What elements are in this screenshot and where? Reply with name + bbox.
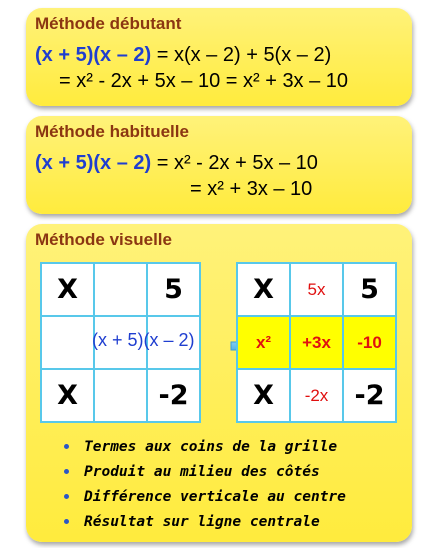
card-methode-habituelle [26,116,412,214]
bullet-dot-icon [64,469,69,474]
grid-cell-bottom-mid [94,369,147,422]
grid-corner-top-left: X [41,263,94,316]
grid-cell-mid-right: -10 [343,316,396,369]
equation-line-2: = x² + 3x – 10 [190,178,313,200]
card-methode-visuelle [26,224,412,542]
list-item [62,509,346,534]
card-title: Méthode habituelle [35,122,189,141]
card-methode-debutant [26,8,412,106]
list-item [62,484,346,509]
card-title: Méthode visuelle [35,230,172,249]
grid-cell-mid-center: +3x [290,316,343,369]
list-item [62,459,346,484]
grid-corner-top-right: 5 [343,263,396,316]
grid-corner-top-left: X [237,263,290,316]
grid-corner-bottom-left: X [41,369,94,422]
equation-line-1 [35,152,318,175]
card-title: Méthode débutant [35,14,182,33]
bullet-list [62,434,346,534]
grid-cell-mid-left [41,316,94,369]
grid-cell-mid-left: x² [237,316,290,369]
list-item-text: Produit au milieu des côtés [84,463,320,480]
grid-cell-top-mid [94,263,147,316]
product-expression: (x + 5)(x – 2) [35,44,152,66]
list-item-text: Différence verticale au centre [84,488,346,505]
grid-corner-bottom-left: X [237,369,290,422]
equation-line-2: = x² - 2x + 5x – 10 = x² + 3x – 10 [59,70,349,92]
equation-line-1 [35,44,331,67]
list-item [62,434,346,459]
bullet-dot-icon [64,494,69,499]
right-grid [236,262,397,423]
grid-cell-bottom-mid: -2x [290,369,343,422]
equation-rest: = x(x – 2) + 5(x – 2) [151,44,332,66]
grid-cell-top-mid: 5x [290,263,343,316]
bullet-dot-icon [64,444,69,449]
list-item-text: Termes aux coins de la grille [84,438,338,455]
grid-middle-expression: (x + 5)(x – 2) [92,330,195,350]
equation-rest: = x² - 2x + 5x – 10 [151,152,318,174]
grid-corner-top-right: 5 [147,263,200,316]
product-expression: (x + 5)(x – 2) [35,152,152,174]
grid-corner-bottom-right: -2 [343,369,396,422]
bullet-dot-icon [64,519,69,524]
grid-corner-bottom-right: -2 [147,369,200,422]
list-item-text: Résultat sur ligne centrale [84,513,320,530]
